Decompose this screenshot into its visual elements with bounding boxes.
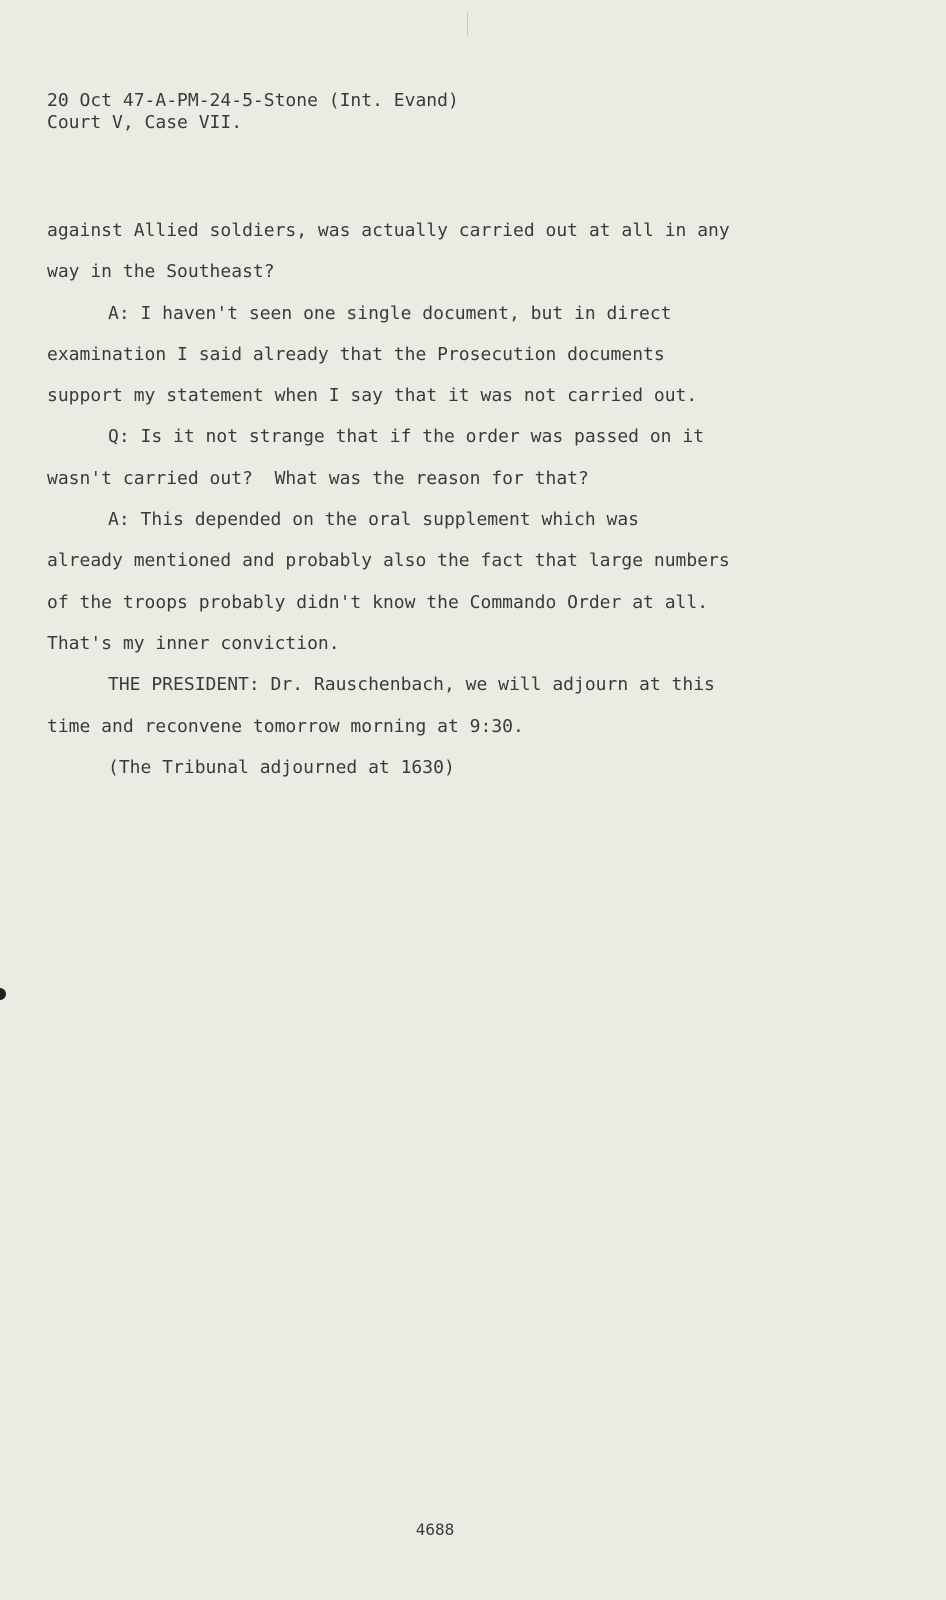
binding-mark [0,988,6,1000]
transcript-line: (The Tribunal adjourned at 1630) [108,756,455,778]
transcript-line: A: I haven't seen one single document, but in direct [108,302,672,324]
transcript-line: already mentioned and probably also the fact that large numbers [47,550,730,572]
header-line-2: Court V, Case VII. [47,112,243,133]
transcript-line: against Allied soldiers, was actually carried out at all in any [47,220,730,241]
document-header [47,90,459,134]
transcript-body [47,210,847,788]
header-line-1: 20 Oct 47-A-PM-24-5-Stone (Int. Evand) [47,90,459,111]
transcript-line: wasn't carried out? What was the reason for that? [47,467,589,489]
transcript-line: support my statement when I say that it was not carried out. [47,385,698,407]
transcript-line: THE PRESIDENT: Dr. Rauschenbach, we will adjourn at this [108,674,715,696]
transcript-line: examination I said already that the Prosecution documents [47,343,665,365]
transcript-line: A: This depended on the oral supplement which was [108,509,640,531]
transcript-line: Q: Is it not strange that if the order was passed on it [108,426,705,448]
transcript-line: That's my inner conviction. [47,632,340,654]
transcript-line: way in the Southeast? [47,261,275,283]
transcript-line: time and reconvene tomorrow morning at 9:30. [47,715,524,737]
scan-mark [467,12,468,36]
page-number: 4688 [415,1520,455,1539]
transcript-line: of the troops probably didn't know the Commando Order at all. [47,591,709,613]
